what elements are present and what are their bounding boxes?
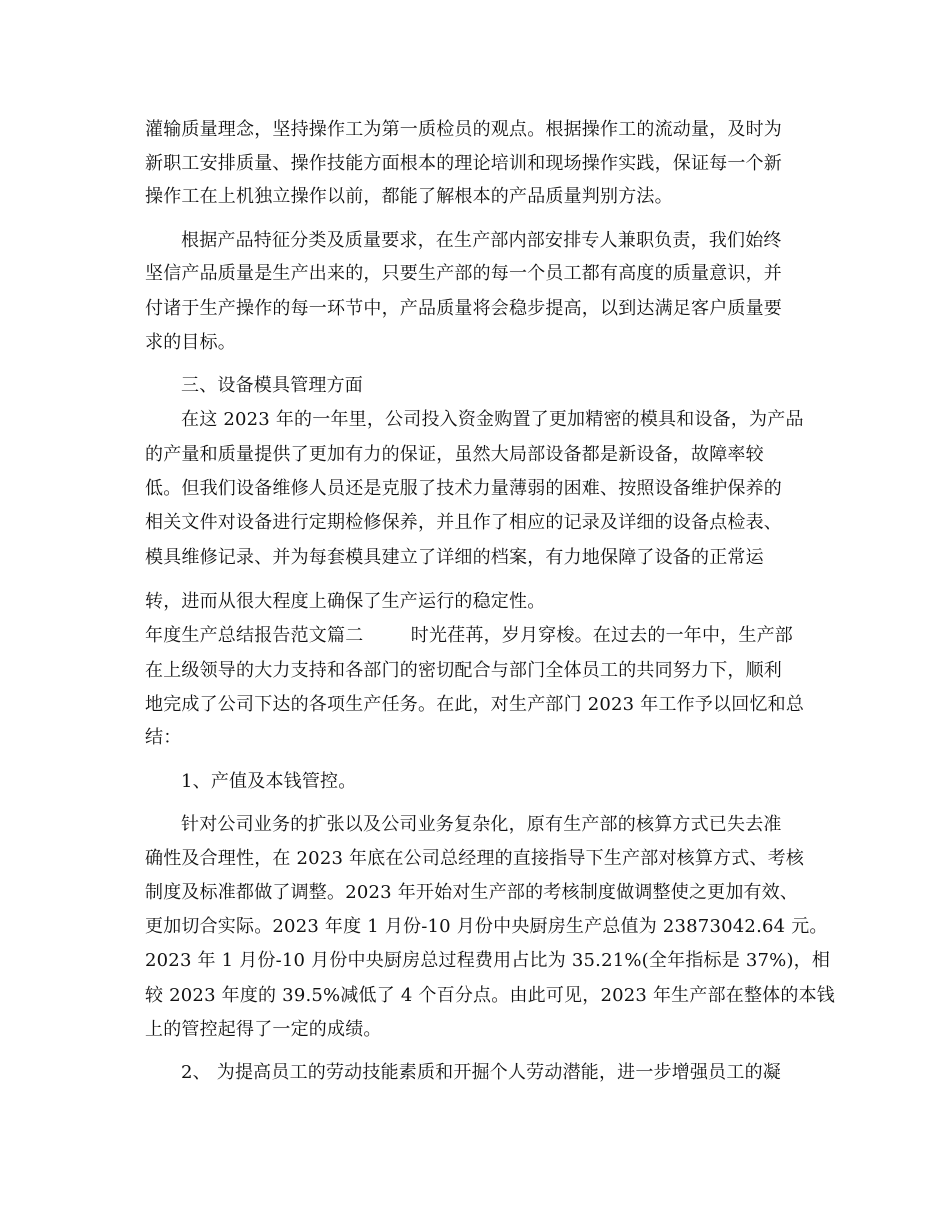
list-item-heading: 2、 为提高员工的劳动技能素质和开掘个人劳动潜能，进一步增强员工的凝 [181, 1062, 781, 1083]
text-line: 灌输质量理念，坚持操作工为第一质检员的观点。根据操作工的流动量，及时为 [145, 119, 782, 140]
text-line: 新职工安排质量、操作技能方面根本的理论培训和现场操作实践，保证每一个新 [145, 153, 782, 174]
text-line: 低。但我们设备维修人员还是克服了技术力量薄弱的困难、按照设备维护保养的 [145, 478, 782, 499]
text-line: 坚信产品质量是生产出来的，只要生产部的每一个员工都有高度的质量意识，并 [145, 263, 782, 284]
text-line: 更加切合实际。2023 年度 1 月份-10 月份中央厨房生产总值为 23873042.64 元。 [145, 916, 828, 937]
text-line: 操作工在上机独立操作以前，都能了解根本的产品质量判别方法。 [145, 186, 673, 207]
text-line: 相关文件对设备进行定期检修保养，并且作了相应的记录及详细的设备点检表、 [145, 512, 782, 533]
text-line: 确性及合理性，在 2023 年底在公司总经理的直接指导下生产部对核算方式、考核 [145, 848, 805, 869]
list-item-heading: 1、产值及本钱管控。 [181, 771, 357, 792]
text-line: 在这 2023 年的一年里，公司投入资金购置了更加精密的模具和设备，为产品 [181, 409, 804, 430]
text-line: 付诸于生产操作的每一环节中，产品质量将会稳步提高，以到达满足客户质量要 [145, 298, 782, 319]
text-line: 在上级领导的大力支持和各部门的密切配合与部门全体员工的共同努力下，顺利 [145, 660, 782, 681]
text-line: 的产量和质量提供了更加有力的保证，虽然大局部设备都是新设备，故障率较 [145, 444, 764, 465]
text-line: 地完成了公司下达的各项生产任务。在此，对生产部门 2023 年工作予以回忆和总 [145, 694, 805, 715]
text-line: 求的目标。 [145, 332, 236, 353]
text-line: 模具维修记录、并为每套模具建立了详细的档案，有力地保障了设备的正常运 [145, 547, 764, 568]
text-line: 制度及标准都做了调整。2023 年开始对生产部的考核制度做调整使之更加有效、 [145, 882, 799, 903]
text-line: 根据产品特征分类及质量要求，在生产部内部安排专人兼职负责，我们始终 [181, 230, 782, 251]
text-line: 转，进而从很大程度上确保了生产运行的稳定性。 [145, 591, 546, 612]
section-heading: 三、设备模具管理方面 [181, 375, 363, 396]
text-line: 上的管控起得了一定的成绩。 [145, 1019, 382, 1040]
text-line: 针对公司业务的扩张以及公司业务复杂化，原有生产部的核算方式已失去准 [181, 814, 782, 835]
text-line: 较 2023 年度的 39.5%减低了 4 个百分点。由此可见，2023 年生产部在整体的本钱 [145, 985, 835, 1006]
text-line: 结： [145, 727, 182, 748]
article-title-line: 年度生产总结报告范文篇二 时光荏苒，岁月穿梭。在过去的一年中，生产部 [145, 625, 793, 646]
text-line: 2023 年 1 月份-10 月份中央厨房总过程费用占比为 35.21%(全年指标是 37%)，相 [145, 950, 831, 971]
